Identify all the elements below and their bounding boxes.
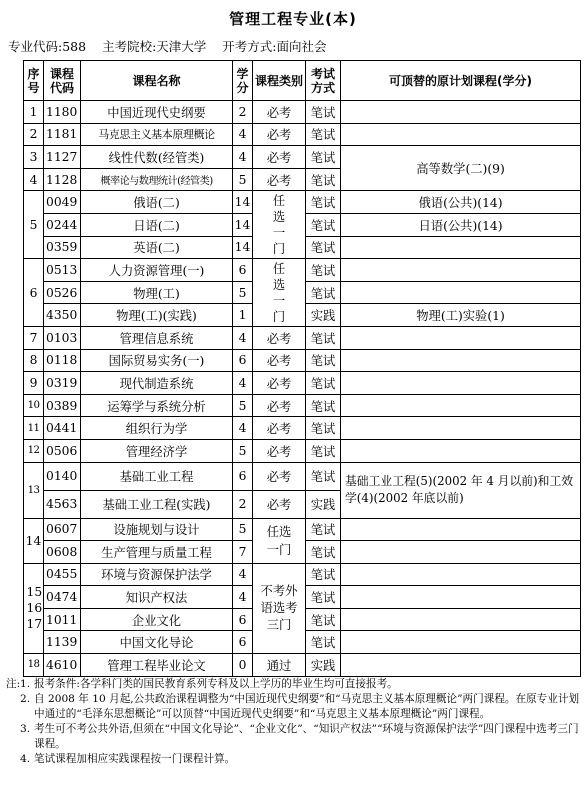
replace-cell (341, 417, 581, 440)
code-cell: 1180 (44, 101, 81, 124)
code-cell: 0389 (44, 394, 81, 417)
seq-cell: 12 (24, 439, 44, 462)
code-cell: 0118 (44, 349, 81, 372)
code-cell: 0608 (44, 541, 81, 564)
seq-cell: 4 (24, 168, 44, 191)
header-seq: 序号 (24, 61, 44, 101)
seq-cell: 14 (24, 518, 44, 563)
replace-cell (341, 518, 581, 541)
credit-cell: 14 (233, 236, 253, 259)
name-cell: 组织行为学 (81, 417, 233, 440)
code-cell: 1127 (44, 146, 81, 169)
seq-cell (24, 563, 44, 653)
exam-cell: 笔试 (306, 608, 341, 631)
credit-cell: 5 (233, 281, 253, 304)
replace-cell (341, 631, 581, 654)
code-cell: 0607 (44, 518, 81, 541)
exam-cell: 笔试 (306, 146, 341, 169)
exam-cell: 笔试 (306, 236, 341, 259)
note-text: 笔试课程加相应实践课程按一门课程计算。 (34, 753, 236, 765)
type-cell: 必考 (253, 123, 306, 146)
table-row (24, 146, 581, 169)
exam-cell: 笔试 (306, 372, 341, 395)
code-cell: 0441 (44, 417, 81, 440)
credit-cell: 4 (233, 586, 253, 609)
name-cell: 马克思主义基本原理概论 (81, 123, 233, 146)
seq-cell: 11 (24, 417, 44, 440)
credit-cell: 6 (233, 259, 253, 282)
exam-cell: 笔试 (306, 101, 341, 124)
replace-cell: 基础工业工程(5)(2002 年 4 月以前)和工效学(4)(2002 年底以前) (341, 462, 581, 518)
table-row (24, 518, 581, 541)
code-cell: 1011 (44, 608, 81, 631)
exam-mode: 开考方式:面向社会 (222, 39, 327, 54)
credit-cell: 0 (233, 654, 253, 677)
table-row (24, 259, 581, 282)
replace-cell: 高等数学(二)(9) (341, 146, 581, 191)
notes-section (6, 677, 581, 767)
major-meta (8, 37, 338, 55)
type-cell: 必考 (253, 439, 306, 462)
exam-cell: 笔试 (306, 281, 341, 304)
type-cell (253, 191, 306, 259)
credit-cell: 4 (233, 326, 253, 349)
note-text: 报考条件:各学科门类的国民教育系列专科及以上学历的毕业生均可直接报考。 (34, 678, 398, 690)
name-cell: 中国近现代史纲要 (81, 101, 233, 124)
note-text: 自 2008 年 10 月起,公共政治课程调整为“中国近现代史纲要”和“马克思主义基本原理概论”两门课程。在原专业计划中通过的“毛泽东思想概论”可以顶替“中国近现代史纲要”和“马克思主义基本原理概论”两门课程。 (34, 693, 580, 720)
table-row (24, 462, 581, 490)
code-cell: 1181 (44, 123, 81, 146)
replace-cell (341, 654, 581, 677)
header-credit: 学分 (233, 61, 253, 101)
name-cell: 管理工程毕业论文 (81, 654, 233, 677)
credit-cell: 6 (233, 608, 253, 631)
note-item (6, 692, 581, 722)
credit-cell: 6 (233, 462, 253, 490)
type-cell: 必考 (253, 462, 306, 490)
credit-cell: 4 (233, 123, 253, 146)
exam-cell: 实践 (306, 654, 341, 677)
name-cell: 生产管理与质量工程 (81, 541, 233, 564)
replace-cell (341, 608, 581, 631)
credit-cell: 5 (233, 518, 253, 541)
code-cell: 0359 (44, 236, 81, 259)
credit-cell: 5 (233, 168, 253, 191)
exam-cell: 笔试 (306, 394, 341, 417)
note-text: 考生可不考公共外语,但须在“中国文化导论”、“企业文化”、“知识产权法”“环境与资源保护法学”四门课程中选考三门课程。 (34, 723, 579, 750)
code-cell: 0526 (44, 281, 81, 304)
replace-cell: 日语(公共)(14) (341, 213, 581, 236)
table-row (24, 123, 581, 146)
replace-cell (341, 101, 581, 124)
code-cell: 0103 (44, 326, 81, 349)
note-item (6, 722, 581, 752)
type-cell (253, 563, 306, 653)
seq-cell: 9 (24, 372, 44, 395)
replace-cell (341, 259, 581, 282)
code-cell: 4610 (44, 654, 81, 677)
credit-cell: 7 (233, 541, 253, 564)
seq-cell: 10 (24, 394, 44, 417)
code-cell: 1139 (44, 631, 81, 654)
type-cell: 必考 (253, 349, 306, 372)
name-cell: 概率论与数理统计(经管类) (81, 168, 233, 191)
code-cell: 4563 (44, 490, 81, 518)
exam-cell: 笔试 (306, 417, 341, 440)
seq-cell: 13 (24, 462, 44, 518)
replace-cell: 俄语(公共)(14) (341, 191, 581, 214)
type-cell: 必考 (253, 394, 306, 417)
header-name: 课程名称 (81, 61, 233, 101)
name-cell: 管理经济学 (81, 439, 233, 462)
name-cell: 基础工业工程(实践) (81, 490, 233, 518)
exam-cell: 笔试 (306, 349, 341, 372)
exam-cell: 笔试 (306, 123, 341, 146)
table-row (24, 417, 581, 440)
exam-cell: 笔试 (306, 439, 341, 462)
code-cell: 0474 (44, 586, 81, 609)
code-cell: 0140 (44, 462, 81, 490)
name-cell: 管理信息系统 (81, 326, 233, 349)
exam-cell: 笔试 (306, 168, 341, 191)
seq-cell: 18 (24, 654, 44, 677)
type-text: 任选一门 (266, 524, 292, 557)
type-text: 不考外语选考三门 (260, 583, 298, 632)
code-cell: 1128 (44, 168, 81, 191)
replace-cell (341, 281, 581, 304)
exam-cell: 笔试 (306, 462, 341, 490)
exam-cell: 笔试 (306, 631, 341, 654)
name-cell: 国际贸易实务(一) (81, 349, 233, 372)
table-row (24, 191, 581, 214)
seq-cell: 3 (24, 146, 44, 169)
name-cell: 知识产权法 (81, 586, 233, 609)
exam-cell: 笔试 (306, 259, 341, 282)
code-cell: 0506 (44, 439, 81, 462)
replace-cell (341, 372, 581, 395)
major-code: 专业代码:588 (8, 39, 87, 54)
code-cell: 4350 (44, 304, 81, 327)
credit-cell: 2 (233, 490, 253, 518)
name-cell: 英语(二) (81, 236, 233, 259)
exam-cell: 实践 (306, 490, 341, 518)
exam-cell: 笔试 (306, 563, 341, 586)
credit-cell: 4 (233, 563, 253, 586)
seq-cell: 8 (24, 349, 44, 372)
notes-prefix: 注: (6, 678, 21, 690)
credit-cell: 4 (233, 146, 253, 169)
note-number: 2. (20, 693, 31, 705)
table-header-row (24, 61, 581, 101)
table-row (24, 394, 581, 417)
credit-cell: 14 (233, 191, 253, 214)
seq-cell: 2 (24, 123, 44, 146)
name-cell: 设施规划与设计 (81, 518, 233, 541)
type-cell: 必考 (253, 490, 306, 518)
exam-cell: 笔试 (306, 191, 341, 214)
name-cell: 线性代数(经管类) (81, 146, 233, 169)
exam-cell: 实践 (306, 304, 341, 327)
table-row (24, 326, 581, 349)
credit-cell: 4 (233, 372, 253, 395)
seq-cell: 1 (24, 101, 44, 124)
exam-cell: 笔试 (306, 541, 341, 564)
name-cell: 中国文化导论 (81, 631, 233, 654)
credit-cell: 4 (233, 417, 253, 440)
note-number: 3. (20, 723, 31, 735)
note-item (6, 677, 581, 692)
exam-cell: 笔试 (306, 213, 341, 236)
name-cell: 企业文化 (81, 608, 233, 631)
type-cell: 必考 (253, 168, 306, 191)
header-replace: 可顶替的原计划课程(学分) (341, 61, 581, 101)
name-cell: 环境与资源保护法学 (81, 563, 233, 586)
credit-cell: 5 (233, 394, 253, 417)
type-cell (253, 518, 306, 563)
table-row (24, 563, 581, 586)
name-cell: 日语(二) (81, 213, 233, 236)
header-code: 课程代码 (44, 61, 81, 101)
type-cell: 必考 (253, 417, 306, 440)
name-cell: 俄语(二) (81, 191, 233, 214)
replace-cell (341, 563, 581, 586)
replace-cell (341, 326, 581, 349)
type-cell: 必考 (253, 146, 306, 169)
page-title: 管理工程专业(本) (229, 10, 357, 28)
replace-cell (341, 439, 581, 462)
replace-cell (341, 349, 581, 372)
credit-cell: 6 (233, 631, 253, 654)
code-cell: 0455 (44, 563, 81, 586)
note-number: 4. (20, 753, 31, 765)
replace-cell (341, 586, 581, 609)
course-table (23, 60, 581, 677)
seq-cell: 7 (24, 326, 44, 349)
seq-text: 15 16 17 (26, 585, 43, 632)
credit-cell: 2 (233, 101, 253, 124)
credit-cell: 6 (233, 349, 253, 372)
replace-cell (341, 236, 581, 259)
exam-cell: 笔试 (306, 326, 341, 349)
credit-cell: 5 (233, 439, 253, 462)
seq-cell: 5 (24, 191, 44, 259)
type-cell (253, 259, 306, 327)
type-cell: 必考 (253, 326, 306, 349)
name-cell: 物理(工) (81, 281, 233, 304)
seq-cell: 6 (24, 259, 44, 327)
type-cell: 必考 (253, 372, 306, 395)
type-cell: 必考 (253, 101, 306, 124)
table-row (24, 372, 581, 395)
table-row (24, 349, 581, 372)
credit-cell: 1 (233, 304, 253, 327)
exam-cell: 笔试 (306, 518, 341, 541)
exam-cell: 笔试 (306, 586, 341, 609)
note-item (6, 752, 581, 767)
name-cell: 人力资源管理(一) (81, 259, 233, 282)
replace-cell (341, 394, 581, 417)
type-cell: 通过 (253, 654, 306, 677)
replace-cell (341, 123, 581, 146)
note-number: 1. (20, 678, 31, 690)
code-cell: 0513 (44, 259, 81, 282)
code-cell: 0319 (44, 372, 81, 395)
credit-cell: 14 (233, 213, 253, 236)
name-cell: 运筹学与系统分析 (81, 394, 233, 417)
name-cell: 现代制造系统 (81, 372, 233, 395)
code-cell: 0244 (44, 213, 81, 236)
header-exam: 考试方式 (306, 61, 341, 101)
table-row (24, 101, 581, 124)
header-type: 课程类别 (253, 61, 306, 101)
table-row (24, 439, 581, 462)
replace-cell: 物理(工)实验(1) (341, 304, 581, 327)
code-cell: 0049 (44, 191, 81, 214)
type-text: 任选一门 (272, 193, 286, 256)
type-text: 任选一门 (272, 261, 286, 324)
name-cell: 物理(工)(实践) (81, 304, 233, 327)
replace-cell (341, 541, 581, 564)
name-cell: 基础工业工程 (81, 462, 233, 490)
exam-school: 主考院校:天津大学 (102, 39, 207, 54)
table-row (24, 654, 581, 677)
